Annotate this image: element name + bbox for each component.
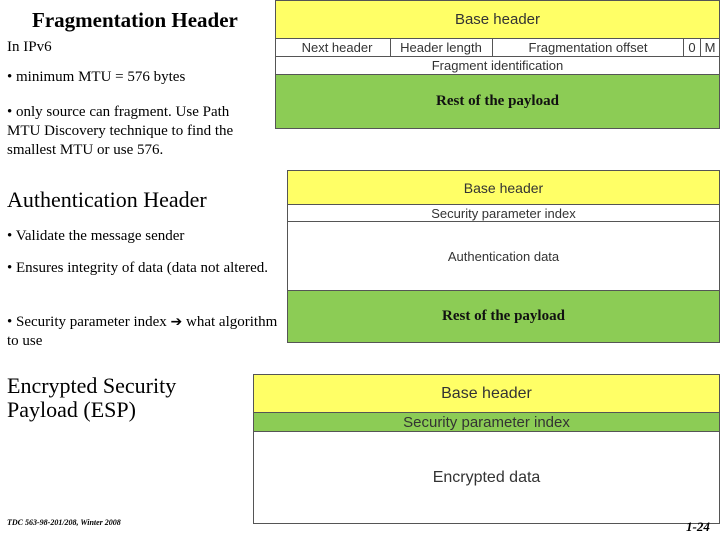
fragment-identification-field: Fragment identification xyxy=(276,57,719,74)
zero-bit-field: 0 xyxy=(688,40,696,55)
next-header-field: Next header xyxy=(301,40,373,55)
fragmentation-offset-field: Fragmentation offset xyxy=(528,40,648,55)
ipv6-label: In IPv6 xyxy=(7,39,52,55)
more-fragments-bit: M xyxy=(704,40,716,55)
auth-bullet-validate: • Validate the message sender xyxy=(7,228,185,244)
header-length-field: Header length xyxy=(400,40,482,55)
authentication-header-diagram xyxy=(287,170,720,343)
fragmentation-header-title: Fragmentation Header xyxy=(32,8,238,32)
authentication-data-field: Authentication data xyxy=(288,222,719,290)
auth-base-header: Base header xyxy=(288,171,719,204)
frag-base-header: Base header xyxy=(276,1,719,38)
auth-bullet-spi xyxy=(7,313,282,351)
mtu-bullet: • minimum MTU = 576 bytes xyxy=(7,69,186,85)
spi-bullet-tail: what algorithm to use xyxy=(7,314,278,349)
esp-title: Encrypted Security Payload (ESP) xyxy=(7,373,177,422)
slide-number: 1-24 xyxy=(686,519,710,534)
esp-security-parameter-index: Security parameter index xyxy=(254,413,719,431)
esp-base-header: Base header xyxy=(254,375,719,412)
auth-rest-of-payload: Rest of the payload xyxy=(288,291,719,342)
fragment-bullet: • only source can fragment. Use Path MTU Discovery technique to find the smallest MTU or use 576. xyxy=(7,104,234,158)
encrypted-data-field: Encrypted data xyxy=(254,432,719,523)
course-footer: TDC 563-98-201/208, Winter 2008 xyxy=(7,518,121,527)
auth-security-parameter-index: Security parameter index xyxy=(288,205,719,221)
auth-bullet-integrity: • Ensures integrity of data (data not altered. xyxy=(7,260,268,276)
esp-diagram xyxy=(253,374,720,524)
authentication-header-title: Authentication Header xyxy=(7,187,207,212)
frag-rest-of-payload: Rest of the payload xyxy=(276,75,719,128)
right-arrow-icon: ➔ xyxy=(170,314,183,330)
fragmentation-header-diagram xyxy=(275,0,720,129)
spi-bullet-text: • Security parameter index xyxy=(7,314,167,330)
